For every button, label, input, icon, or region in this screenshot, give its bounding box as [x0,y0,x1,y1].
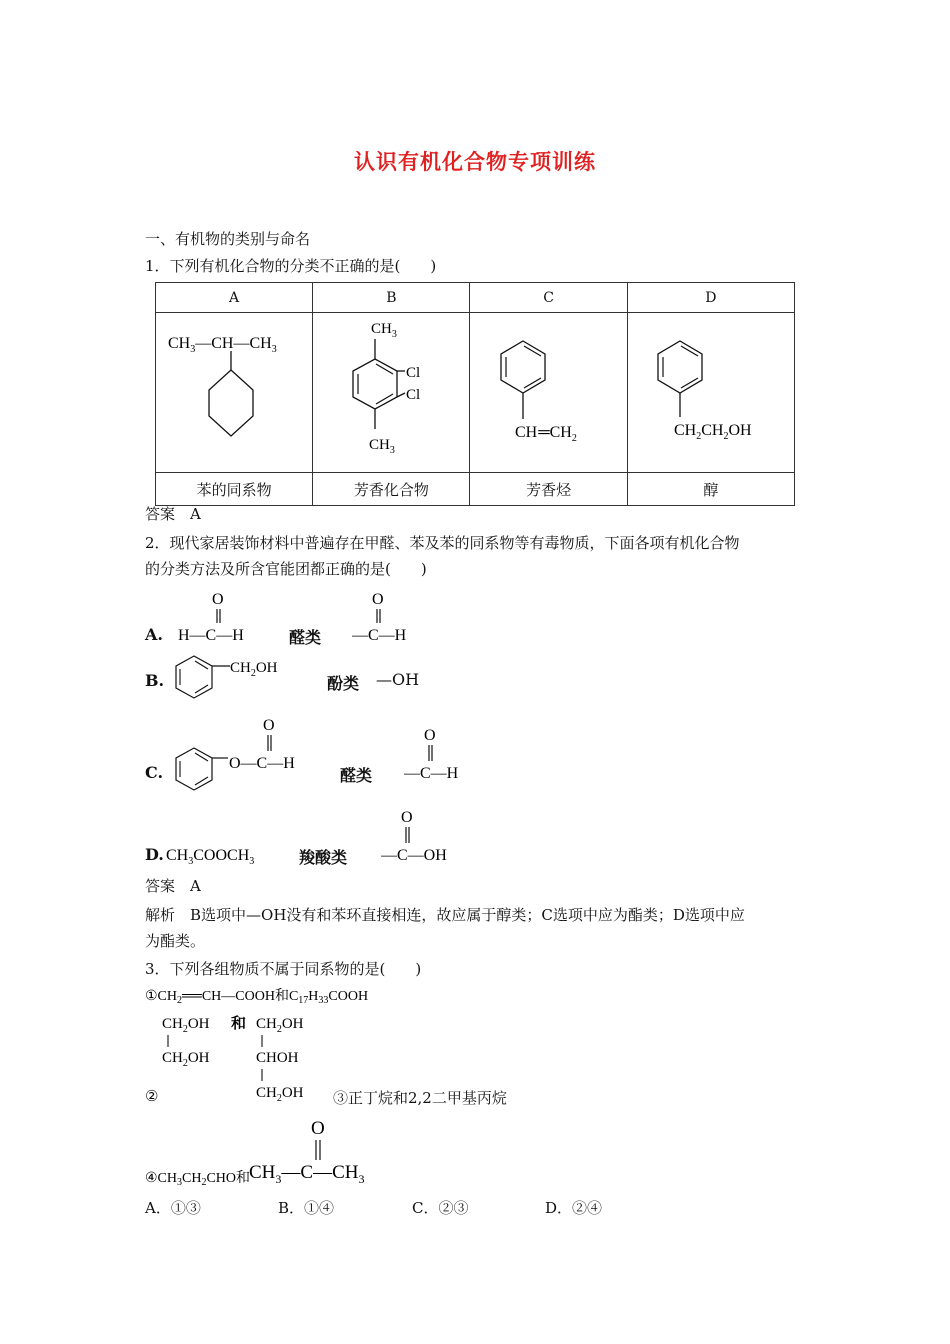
option-d-structure [627,313,794,473]
option-b-class: 酚类 [327,674,360,693]
q3-option-c: C．②③ [412,1199,469,1217]
option-a-label: 苯的同系物 [156,473,313,506]
hydroxyl-group: —OH [376,670,420,689]
svg-text:O: O [311,1118,325,1139]
q3-option-b: B．①④ [278,1199,335,1217]
aldehyde-group-a [352,588,432,643]
phenyl-formate-structure [170,712,320,804]
option-a-header: A [156,283,313,313]
svg-text:CH3: $CH_3$ [371,321,398,340]
option-c-structure [470,313,627,473]
option-b-label: 芳香化合物 [313,473,470,506]
question-2-stem-line-2: 的分类方法及所含官能团都正确的是( ) [145,560,427,578]
svg-text:O—C—H: O—C—H [229,755,295,772]
svg-text:O: O [263,717,275,734]
question-1-stem: 1．下列有机化合物的分类不正确的是( ) [145,257,437,275]
option-c-label: 芳香烃 [470,473,627,506]
item-4-structures [145,1114,405,1186]
option-c-header: C [470,283,627,313]
svg-text:—C—H: —C—H [352,627,407,643]
svg-text:Cl: Cl [406,365,421,381]
question-2-answer: 答案 A [145,877,201,895]
option-c-class: 醛类 [340,766,373,785]
item-3-text: ③正丁烷和2,2二甲基丙烷 [333,1089,507,1107]
option-b-structure [313,313,470,473]
question-2-stem-line-1: 2．现代家居装饰材料中普遍存在甲醛、苯及苯的同系物等有毒物质，下面各项有机化合物 [145,534,740,552]
svg-text:H—C—H: H—C—H [178,627,244,643]
svg-text:O: O [212,591,224,608]
svg-text:O: O [401,809,413,826]
benzyl-alcohol-structure [170,652,310,708]
svg-text:CH═CH2: $CH═CH_2$ [514,424,577,444]
methyl-acetate-formula [166,842,286,868]
formaldehyde-structure [172,588,272,643]
q3-option-d: D．②④ [545,1199,603,1217]
option-b-header: B [313,283,470,313]
svg-text:O: O [372,591,384,608]
item-2-structures [158,1010,338,1102]
svg-text:—C—OH: —C—OH [381,847,447,864]
svg-text:CH3—CH—CH3: $CH_3—CH—CH_3$ [168,335,277,355]
svg-text:CH2OH: $CH_2OH$ [256,1016,304,1035]
svg-text:④CH3CH2CHO和: $④CH_3CH_2CHO$和 [145,1171,251,1186]
question-2-analysis-line-2: 为酯类。 [145,932,206,950]
svg-text:CH3COOCH3: $CH_3COOCH_3$ [166,847,255,867]
svg-text:CH3: $CH_3$ [369,437,396,456]
option-a-structure [156,313,313,473]
svg-text:CH2OH: $CH_2OH$ [162,1016,210,1035]
item-1-formulas [145,984,385,1006]
aldehyde-group-c [404,724,484,782]
page-title: 认识有机化合物专项训练 [354,149,596,174]
option-d-class: 羧酸类 [299,848,348,867]
option-d-header: D [627,283,794,313]
svg-text:CH2OH: $CH_2OH$ [230,660,278,679]
svg-text:①CH2══CH—COOH和C17H33COOH: $①CH_2══CH—COOH$和$C_{17}H_{33}COOH$ [145,989,369,1006]
svg-text:O: O [424,727,436,744]
option-d-letter: D. [145,845,164,864]
carboxyl-group [381,806,481,864]
option-d-label: 醇 [627,473,794,506]
q3-option-a: A．①③ [145,1199,201,1217]
svg-text:Cl: Cl [406,387,421,403]
svg-text:CH2CH2OH: $CH_2CH_2OH$ [673,422,752,442]
svg-text:和: 和 [231,1016,247,1032]
option-a-class: 醛类 [289,628,322,647]
section-heading: 一、有机物的类别与命名 [145,230,311,248]
question-1-answer: 答案 A [145,505,201,523]
svg-text:CH3—C—CH3: $CH_3—C—CH_3$ [249,1162,365,1186]
question-3-stem: 3．下列各组物质不属于同系物的是( ) [145,960,422,978]
svg-text:CH2OH: $CH_2OH$ [162,1050,210,1069]
option-a-letter: A. [145,625,163,644]
option-b-letter: B. [145,671,165,690]
question-2-analysis-line-1: 解析 B选项中—OH没有和苯环直接相连，故应属于醇类；C选项中应为酯类；D选项中应 [145,906,745,924]
svg-text:—C—H: —C—H [404,765,459,782]
question-1-table [155,282,795,506]
svg-text:CHOH: CHOH [256,1050,299,1066]
option-c-letter: C. [145,763,164,782]
item-2-mark: ② [145,1087,159,1105]
svg-text:CH2OH: $CH_2OH$ [256,1085,304,1102]
